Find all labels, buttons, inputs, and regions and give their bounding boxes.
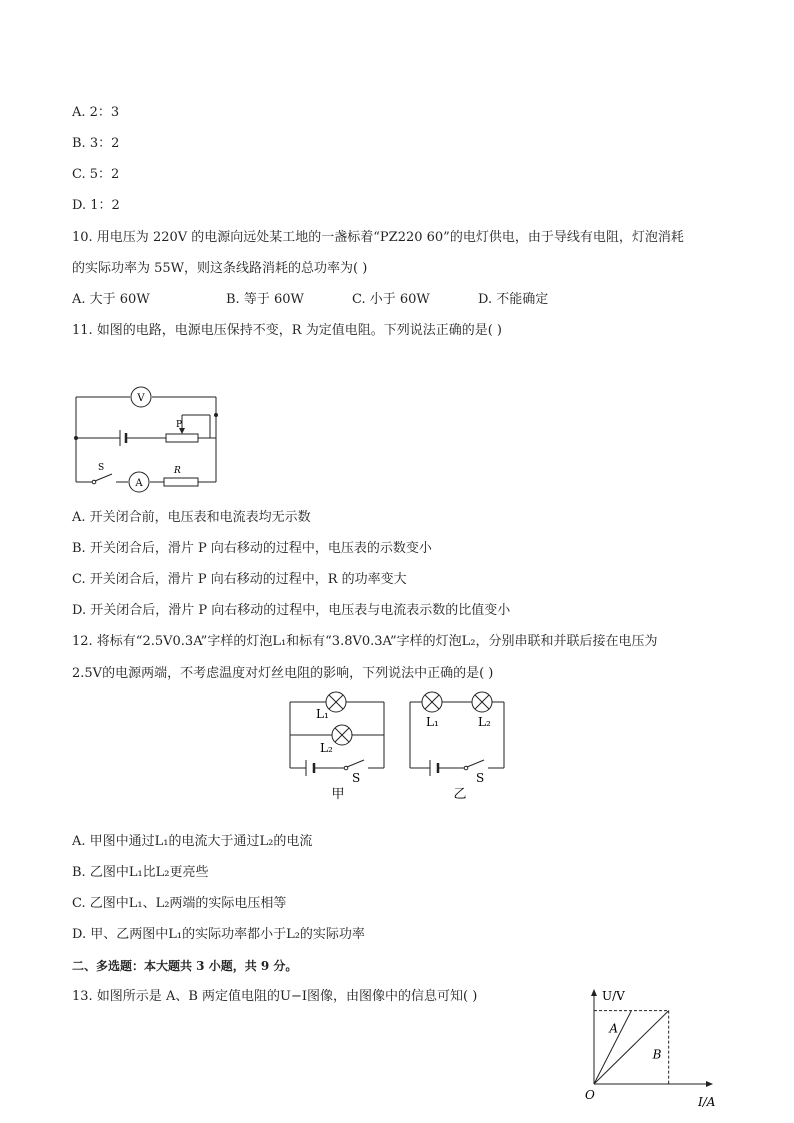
q10-option-a: A. 大于 60W <box>72 292 150 307</box>
q11-circuit-diagram <box>70 382 230 494</box>
q13-ylabel: U/V <box>602 989 625 1003</box>
q13-x-axis-arrow-icon <box>706 1081 713 1087</box>
q12-right-lamp1-icon <box>422 692 442 712</box>
q11-option-c: C. 开关闭合后，滑片 P 向右移动的过程中，R 的功率变大 <box>72 572 407 587</box>
q12-caption-right: 乙 <box>453 787 467 802</box>
q12-option-c: C. 乙图中L₁、L₂两端的实际电压相等 <box>72 896 287 911</box>
q11-stem: 11. 如图的电路，电源电压保持不变，R 为定值电阻。下列说法正确的是( ) <box>72 323 503 338</box>
q12-stem-line2: 2.5V的电源两端，不考虑温度对灯丝电阻的影响，下列说法中正确的是( ) <box>72 666 494 681</box>
q12-left-switch-label: S <box>352 771 361 785</box>
q12-caption-left: 甲 <box>331 787 345 802</box>
q13-series-a-label: A <box>609 1021 619 1036</box>
q11-option-d: D. 开关闭合后，滑片 P 向右移动的过程中，电压表与电流表示数的比值变小 <box>72 603 511 618</box>
q9-option-a: A. 2：3 <box>72 105 120 120</box>
q12-right-lamp2-label: L₂ <box>478 715 491 729</box>
q12-right-lamp1-label: L₁ <box>426 715 439 729</box>
q12-left-switch-lever <box>347 760 364 767</box>
q11-rheostat-icon <box>166 434 198 442</box>
q9-option-b: B. 3：2 <box>72 136 120 151</box>
q10-option-b: B. 等于 60W <box>226 292 304 307</box>
q12-stem-line1: 12. 将标有“2.5V0.3A”字样的灯泡L₁和标有“3.8V0.3A”字样的灯泡L₂，分别串联和并联后接在电压为 <box>72 634 658 649</box>
q10-stem-line1: 10. 用电压为 220V 的电源向远处某工地的一盏标着“PZ220 60”的电灯供电，由于导线有电阻，灯泡消耗 <box>72 230 684 245</box>
q13-xlabel: I/A <box>698 1095 716 1109</box>
q12-circuit-diagrams <box>284 686 514 804</box>
q13-stem: 13. 如图所示是 A、B 两定值电阻的U−I图像，由图像中的信息可知( ) <box>72 989 478 1004</box>
q12-left-lamp2-icon <box>332 725 352 745</box>
q11-switch-lever <box>95 474 112 481</box>
q11-option-b: B. 开关闭合后，滑片 P 向右移动的过程中，电压表的示数变小 <box>72 541 432 556</box>
q12-left-lamp1-label: L₁ <box>316 707 329 721</box>
q11-slider-label: P <box>176 420 183 430</box>
q11-ammeter-label: A <box>135 478 143 489</box>
q9-option-c: C. 5：2 <box>72 167 120 182</box>
q13-origin-label: O <box>585 1088 595 1102</box>
section2-heading: 二、多选题：本大题共 3 小题，共 9 分。 <box>72 959 298 973</box>
q12-option-b: B. 乙图中L₁比L₂更亮些 <box>72 865 209 880</box>
q13-y-axis-arrow-icon <box>591 989 597 996</box>
q12-option-d: D. 甲、乙两图中L₁的实际功率都小于L₂的实际功率 <box>72 927 365 942</box>
q13-series-b-label: B <box>652 1047 662 1062</box>
q11-option-a: A. 开关闭合前，电压表和电流表均无示数 <box>72 510 311 525</box>
q12-right-switch-label: S <box>476 771 485 785</box>
q12-right-switch-lever <box>467 760 484 767</box>
q10-stem-line2: 的实际功率为 55W，则这条线路消耗的总功率为( ) <box>72 261 368 276</box>
q11-resistor-icon <box>164 478 198 486</box>
q10-options <box>72 291 592 309</box>
q12-left-lamp1-icon <box>326 692 346 712</box>
q11-resistor-label: R <box>174 466 181 476</box>
q11-switch-label: S <box>98 463 105 473</box>
q10-option-d: D. 不能确定 <box>478 292 549 307</box>
q12-option-a: A. 甲图中通过L₁的电流大于通过L₂的电流 <box>72 834 313 849</box>
q11-junction-right <box>214 413 218 417</box>
q13-ui-chart <box>578 986 728 1112</box>
q10-option-c: C. 小于 60W <box>352 292 430 307</box>
q9-option-d: D. 1：2 <box>72 198 120 213</box>
q11-junction-left <box>74 436 78 440</box>
q12-right-lamp2-icon <box>472 692 492 712</box>
q12-left-lamp2-label: L₂ <box>320 741 333 755</box>
q11-voltmeter-label: V <box>137 393 145 404</box>
